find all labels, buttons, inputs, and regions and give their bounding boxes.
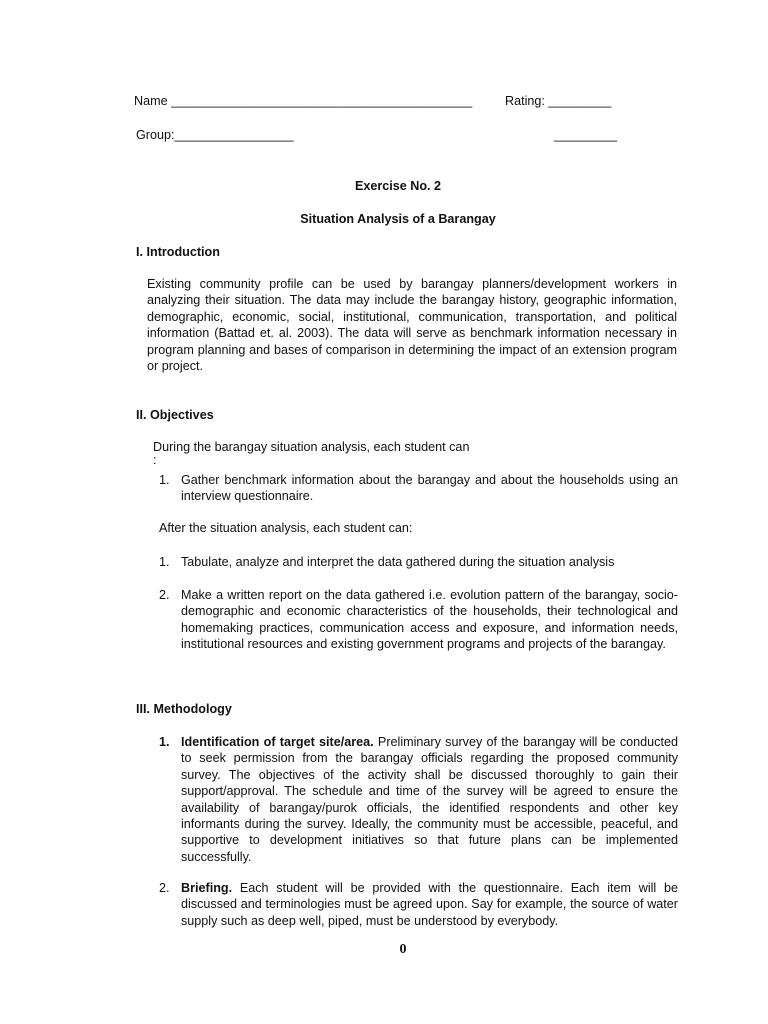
objectives-during-intro: During the barangay situation analysis, each student can [153, 440, 470, 454]
list-item-number: 1. [159, 735, 170, 749]
methodology-heading: III. Methodology [136, 702, 232, 716]
methodology-item [181, 734, 678, 865]
exercise-subtitle: Situation Analysis of a Barangay [300, 212, 496, 226]
blank-field: _________ [554, 128, 618, 142]
objectives-colon: : [153, 453, 157, 467]
objectives-after-intro: After the situation analysis, each student can: [159, 521, 413, 535]
exercise-title: Exercise No. 2 [354, 179, 442, 193]
list-item-number: 1. [159, 473, 170, 487]
introduction-heading: I. Introduction [136, 245, 220, 259]
list-item: Tabulate, analyze and interpret the data gathered during the situation analysis [181, 555, 615, 569]
list-item: Gather benchmark information about the barangay and about the households using an interview questionnaire. [181, 473, 678, 504]
page-number: 0 [399, 942, 407, 957]
list-item-number: 2. [159, 588, 170, 602]
methodology-item [181, 880, 678, 929]
methodology-item-text: Each student will be provided with the questionnaire. Each item will be discussed and terminologies must be agreed upon. Say for example, the source of water supply such as deep well, piped, must be understood by everybody. [181, 881, 678, 928]
rating-field: Rating: _________ [505, 94, 612, 108]
methodology-item-lead: Identification of target site/area. [181, 735, 374, 749]
list-item: Make a written report on the data gathered i.e. evolution pattern of the barangay, socio-demographic and economic characteristics of the households, their technological and homemaking practices, communication access and exposure, and information needs, institutional resources and existing government programs and projects of the barangay. [181, 588, 678, 652]
methodology-item-lead: Briefing. [181, 881, 233, 895]
methodology-item-text: Preliminary survey of the barangay will be conducted to seek permission from the barangay officials regarding the proposed community survey. The objectives of the activity shall be discussed thoroughly to gain their support/approval. The schedule and time of the survey will be agreed to ensure the availability of barangay/purok officials, the identified respondents and other key informants during the survey. Ideally, the community must be accessible, peaceful, and supportive to development initiatives so that future plans can be implemented successfully. [181, 735, 678, 864]
group-field: Group:_________________ [136, 128, 294, 142]
list-item-number: 2. [159, 881, 170, 895]
list-item-number: 1. [159, 555, 170, 569]
introduction-body: Existing community profile can be used by barangay planners/development workers in analyzing their situation. The data may include the barangay history, geographic information, demographic, economic, social, institutional, communication, transportation, and political information (Battad et. al. 2003). The data will serve as benchmark information necessary in program planning and bases of comparison in determining the impact of an extension program or project. [147, 277, 677, 374]
objectives-heading: II. Objectives [136, 408, 214, 422]
name-field: Name ___________________________________________ [134, 94, 473, 108]
